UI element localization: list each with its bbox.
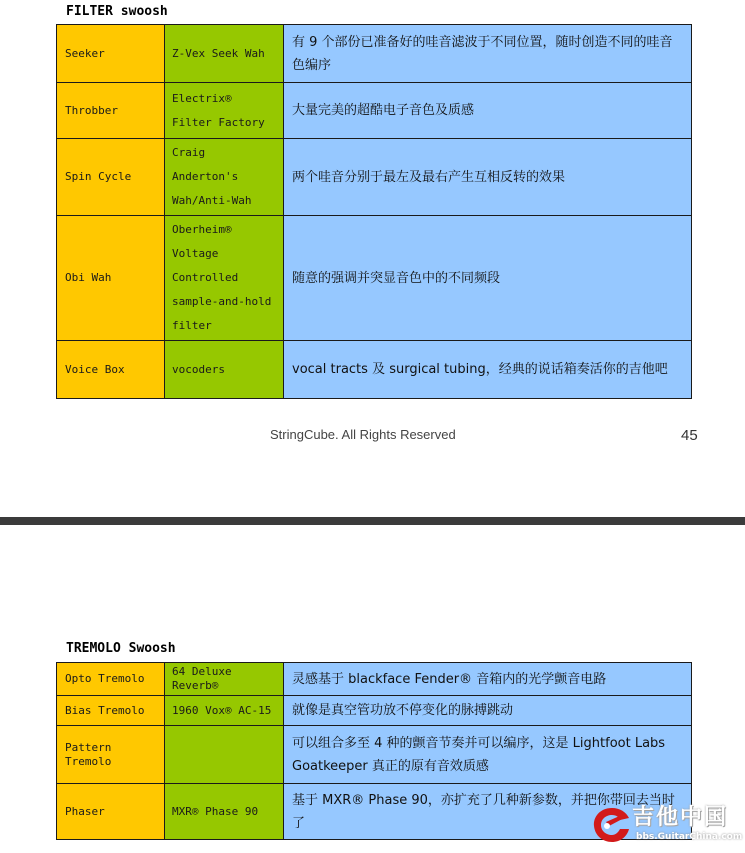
effect-model: vocoders [165,341,284,399]
effect-description: 随意的强调并突显音色中的不同频段 [284,216,692,341]
effect-description: vocal tracts 及 surgical tubing，经典的说话箱奏活你的吉他吧 [284,341,692,399]
effect-name: Voice Box [57,341,165,399]
effect-model: Z-Vex Seek Wah [165,25,284,83]
effect-model: 64 Deluxe Reverb® [165,663,284,696]
effect-name: Opto Tremolo [57,663,165,696]
filter-section-title: FILTER swoosh [66,4,168,19]
effect-description: 基于 MXR® Phase 90，亦扩充了几种新参数，并把你带回去当时了 [284,784,692,840]
effect-name: Seeker [57,25,165,83]
effect-description: 有 9 个部份已准备好的哇音滤波于不同位置，随时创造不同的哇音色编序 [284,25,692,83]
effect-name: Bias Tremolo [57,696,165,726]
effect-model [165,726,284,784]
table-row [57,726,692,784]
effect-model: Oberheim® Voltage Controlled sample-and-hold filter [165,216,284,341]
effect-description: 可以组合多至 4 种的颤音节奏并可以编序，这是 Lightfoot Labs Goatkeeper 真正的原有音效质感 [284,726,692,784]
effect-name: Obi Wah [57,216,165,341]
effect-description: 大量完美的超酷电子音色及质感 [284,83,692,139]
effect-description: 两个哇音分别于最左及最右产生互相反转的效果 [284,139,692,216]
table-row [57,341,692,399]
watermark [590,800,743,850]
table-row [57,216,692,341]
effect-description: 灵感基于 blackface Fender® 音箱内的光学颤音电路 [284,663,692,696]
table-row [57,663,692,696]
effect-name: Pattern Tremolo [57,726,165,784]
effect-model: Craig Anderton's Wah/Anti-Wah [165,139,284,216]
table-row [57,83,692,139]
tremolo-section-title: TREMOLO Swoosh [66,641,176,656]
guitar-logo-icon [590,804,634,846]
table-row [57,139,692,216]
watermark-text: 吉他中国 [632,805,729,830]
effect-model: Electrix® Filter Factory [165,83,284,139]
watermark-url: bbs.GuitarChina.com [636,832,743,842]
table-row [57,696,692,726]
page-separator [0,517,745,525]
copyright-footer: StringCube. All Rights Reserved [270,427,456,442]
filter-effects-table [56,24,692,399]
effect-model: 1960 Vox® AC-15 [165,696,284,726]
effect-model: MXR® Phase 90 [165,784,284,840]
effect-name: Phaser [57,784,165,840]
table-row [57,25,692,83]
effect-description: 就像是真空管功放不停变化的脉搏跳动 [284,696,692,726]
page-number: 45 [681,427,698,444]
effect-name: Throbber [57,83,165,139]
effect-name: Spin Cycle [57,139,165,216]
